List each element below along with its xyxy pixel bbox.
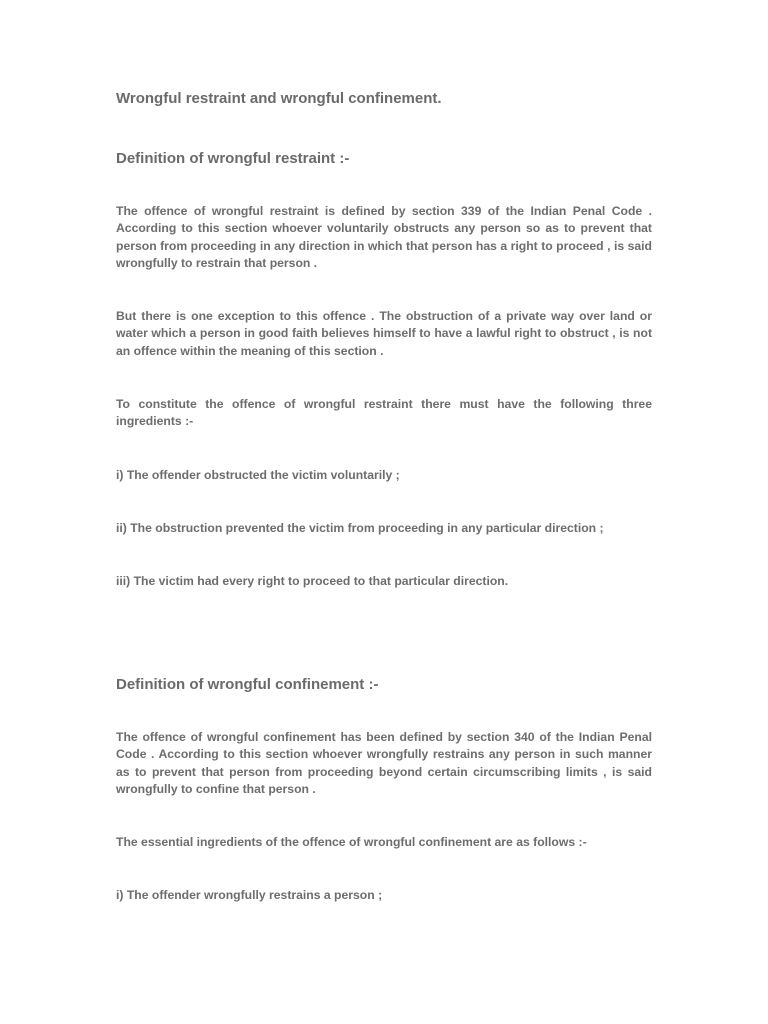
paragraph-restraint-ingredients-intro: To constitute the offence of wrongful restraint there must have the following three ingredients :- xyxy=(116,397,652,429)
section-heading-wrongful-confinement: Definition of wrongful confinement :- xyxy=(116,676,379,693)
paragraph-restraint-definition: The offence of wrongful restraint is defined by section 339 of the Indian Penal Code . According to this section whoever voluntarily obstructs any person so as to prevent that person from proceeding in any direction in which that person has a right to proceed , is said wrongfully to restrain that person . xyxy=(116,204,652,271)
paragraph-confinement-definition: The offence of wrongful confinement has been defined by section 340 of the Indian Penal Code . According to this section whoever wrongfully restrains any person in such manner as to prevent that person from proceeding beyond certain circumscribing limits , is said wrongfully to confine that person . xyxy=(116,730,652,797)
section-heading-wrongful-restraint: Definition of wrongful restraint :- xyxy=(116,150,350,167)
paragraph-confinement-ingredients-intro: The essential ingredients of the offence of wrongful confinement are as follows :- xyxy=(116,835,587,849)
list-item-confinement-1: i) The offender wrongfully restrains a person ; xyxy=(116,888,383,902)
list-item-restraint-2: ii) The obstruction prevented the victim from proceeding in any particular direction ; xyxy=(116,521,604,535)
list-item-restraint-1: i) The offender obstructed the victim voluntarily ; xyxy=(116,468,400,482)
list-item-restraint-3: iii) The victim had every right to proceed to that particular direction. xyxy=(116,574,509,588)
paragraph-restraint-exception: But there is one exception to this offence . The obstruction of a private way over land or water which a person in good faith believes himself to have a lawful right to obstruct , is not an offence within the meaning of this section . xyxy=(116,309,652,358)
document-title: Wrongful restraint and wrongful confinement. xyxy=(116,90,442,107)
